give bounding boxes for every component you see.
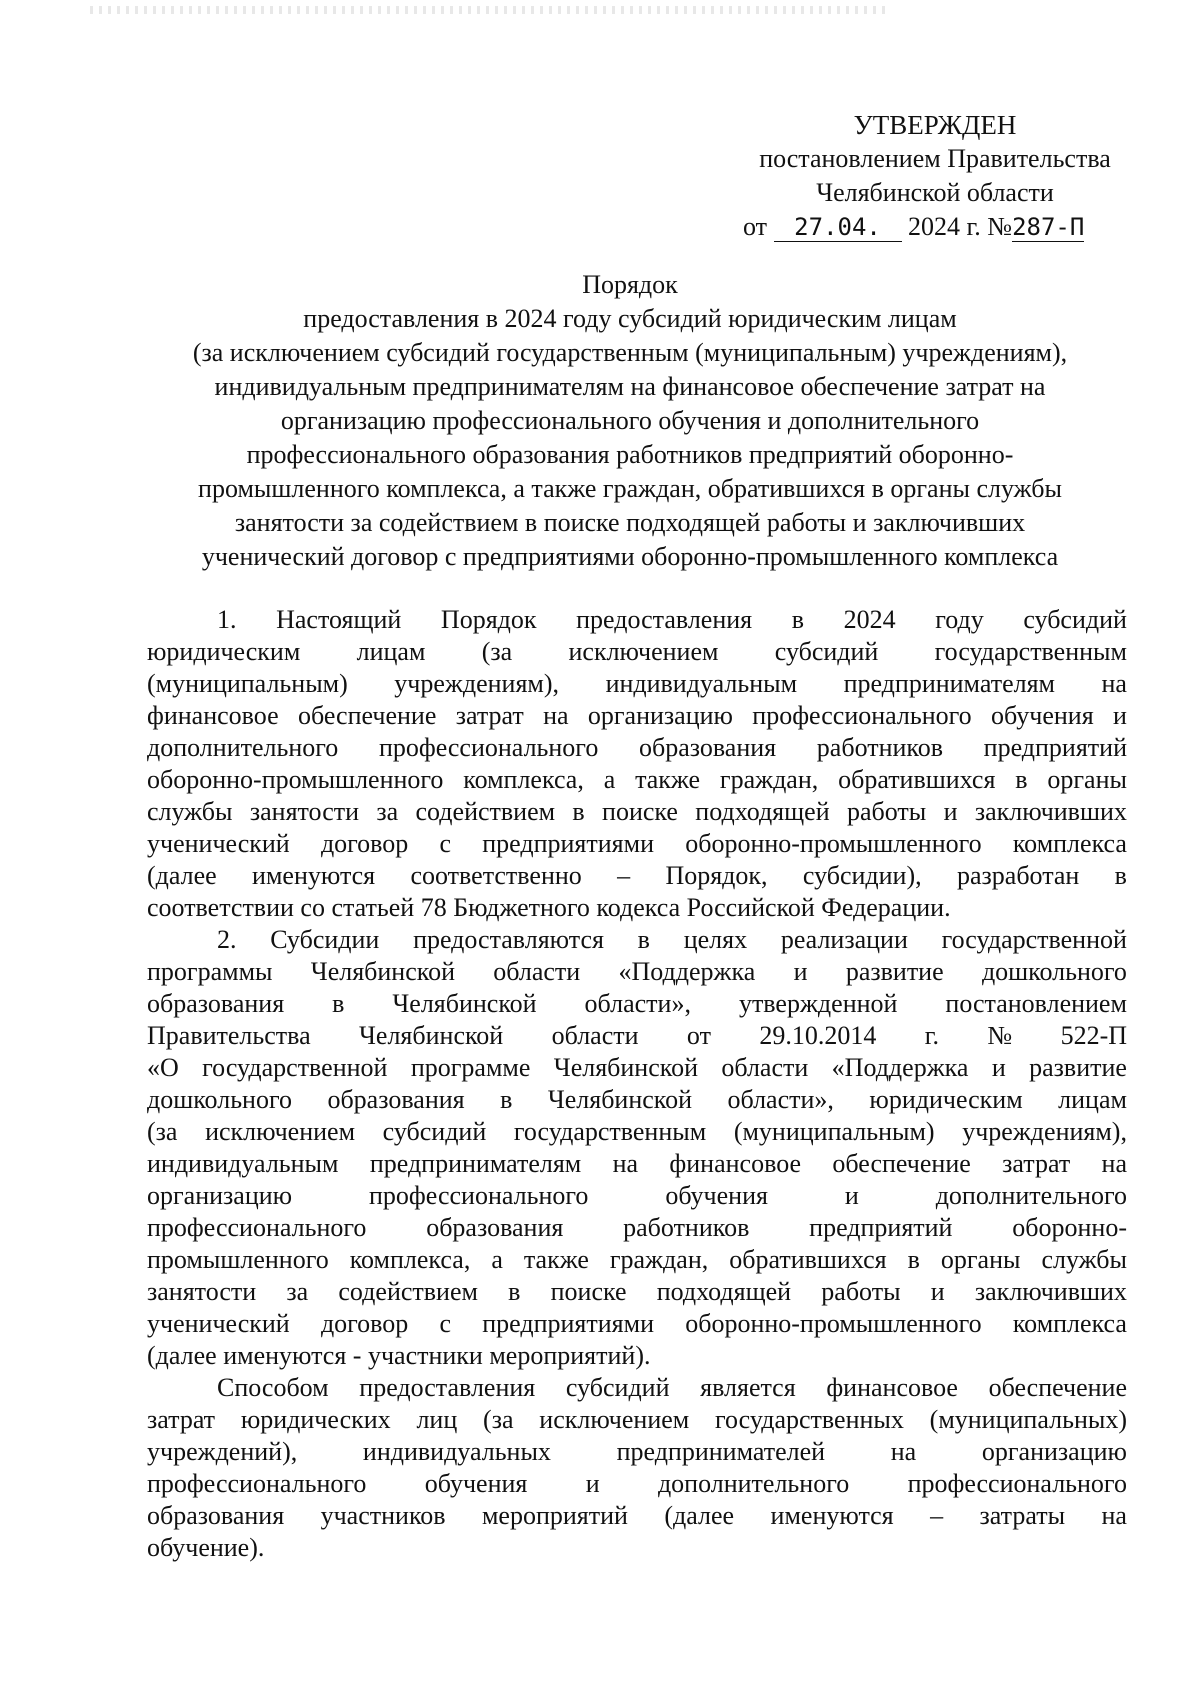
year-label: 2024 г. № (908, 212, 1013, 241)
paragraph-line: оборонно-промышленного комплекса, а также граждан, обратившихся в органы (147, 765, 1127, 794)
paragraph-line: финансовое обеспечение затрат на организацию профессионального обучения и (147, 701, 1127, 730)
title-line: промышленного комплекса, а также граждан, обратившихся в органы службы (198, 474, 1062, 503)
paragraph (147, 924, 1127, 1372)
approval-stamp-block (735, 108, 1135, 244)
paragraph-line: (муниципальным) учреждениям), индивидуальным предпринимателям на (147, 669, 1127, 698)
title-line: занятости за содействием в поиске подходящей работы и заключивших (234, 508, 1026, 537)
paragraph-line: службы занятости за содействием в поиске подходящей работы и заключивших (147, 797, 1127, 826)
paragraph (147, 1372, 1127, 1564)
paragraph-line: ученический договор с предприятиями оборонно-промышленного комплекса (147, 1309, 1127, 1338)
paragraph-line: соответствии со статьей 78 Бюджетного кодекса Российской Федерации. (147, 893, 951, 922)
paragraph-line: затрат юридических лиц (за исключением государственных (муниципальных) (147, 1405, 1127, 1434)
title-line: ученический договор с предприятиями оборонно-промышленного комплекса (201, 542, 1059, 571)
title-line: предоставления в 2024 году субсидий юридическим лицам (303, 304, 957, 333)
paragraph-line: ученический договор с предприятиями оборонно-промышленного комплекса (147, 829, 1127, 858)
paragraph-line: учреждений), индивидуальных предпринимателей на организацию (147, 1437, 1127, 1466)
paragraph-line: (далее именуются соответственно – Порядок, субсидии), разработан в (147, 861, 1127, 890)
paragraph (147, 604, 1127, 924)
paragraph-line: программы Челябинской области «Поддержка и развитие дошкольного (147, 957, 1127, 986)
title-line: профессионального образования работников предприятий оборонно- (246, 440, 1014, 469)
paragraph-line: 1. Настоящий Порядок предоставления в 2024 году субсидий (217, 605, 1127, 634)
approval-line-1: постановлением Правительства (759, 144, 1111, 173)
paragraph-line: Правительства Челябинской области от 29.10.2014 г. № 522-П (147, 1021, 1127, 1050)
paragraph-line: «О государственной программе Челябинской области «Поддержка и развитие (147, 1053, 1127, 1082)
paragraph-line: юридическим лицам (за исключением субсидий государственным (147, 637, 1127, 666)
scan-artifact (90, 6, 890, 14)
title-word: Порядок (582, 270, 678, 299)
paragraph-line: профессионального обучения и дополнительного профессионального (147, 1469, 1127, 1498)
document-body (147, 604, 1127, 1564)
paragraph-line: 2. Субсидии предоставляются в целях реализации государственной (217, 925, 1127, 954)
document-title (140, 268, 1120, 574)
paragraph-line: обучение). (147, 1533, 265, 1562)
paragraph-line: занятости за содействием в поиске подходящей работы и заключивших (147, 1277, 1127, 1306)
paragraph-line: промышленного комплекса, а также граждан, обратившихся в органы службы (147, 1245, 1127, 1274)
paragraph-line: организацию профессионального обучения и дополнительного (147, 1181, 1127, 1210)
paragraph-line: (далее именуются - участники мероприятий). (147, 1341, 651, 1370)
paragraph-line: дошкольного образования в Челябинской области», юридическим лицам (147, 1085, 1127, 1114)
title-line: организацию профессионального обучения и дополнительного (280, 406, 980, 435)
paragraph-line: образования участников мероприятий (далее именуются – затраты на (147, 1501, 1127, 1530)
from-label: от (743, 212, 768, 241)
paragraph-line: индивидуальным предпринимателям на финансовое обеспечение затрат на (147, 1149, 1127, 1178)
paragraph-line: дополнительного профессионального образования работников предприятий (147, 733, 1127, 762)
paragraph-line: (за исключением субсидий государственным (муниципальным) учреждениям), (147, 1117, 1127, 1146)
paragraph-line: профессионального образования работников предприятий оборонно- (147, 1213, 1127, 1242)
paragraph-line: образования в Челябинской области», утвержденной постановлением (147, 989, 1127, 1018)
paragraph-line: Способом предоставления субсидий является финансовое обеспечение (217, 1373, 1127, 1402)
approval-date-line (735, 210, 1135, 244)
title-line: индивидуальным предпринимателям на финансовое обеспечение затрат на (214, 372, 1046, 401)
approved-heading: УТВЕРЖДЕН (853, 110, 1017, 140)
approval-line-2: Челябинской области (816, 178, 1054, 207)
title-line: (за исключением субсидий государственным (муниципальным) учреждениям), (192, 338, 1068, 367)
approval-number: 287-П (1012, 213, 1085, 241)
approval-date: 27.04. (774, 213, 902, 242)
